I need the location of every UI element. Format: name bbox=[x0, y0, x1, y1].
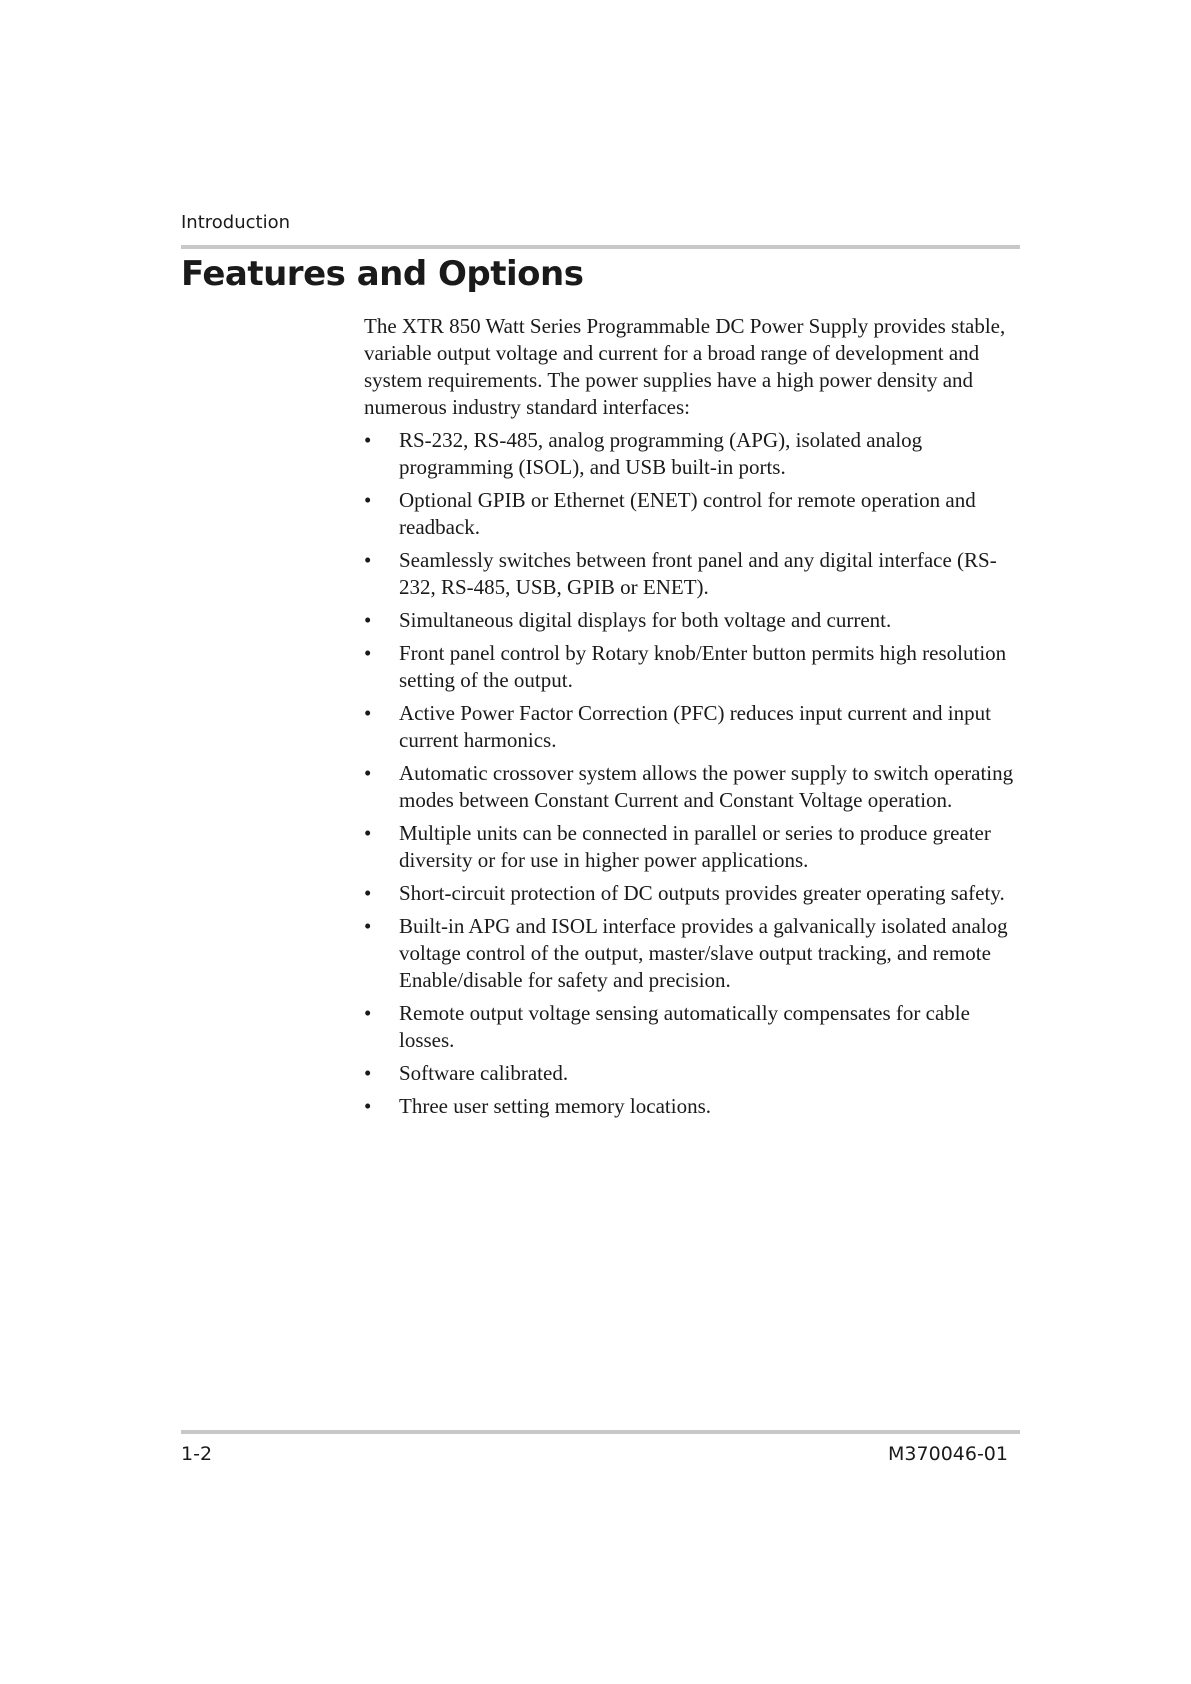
feature-text: Built-in APG and ISOL interface provides a galvanically isolated analog voltage control of the output, master/slave output tracking, and remote Enable/disable for safety and precision. bbox=[399, 914, 1008, 992]
feature-item bbox=[364, 640, 1024, 694]
bullet: • bbox=[364, 641, 372, 665]
feature-item bbox=[364, 1093, 1024, 1120]
body-content bbox=[364, 313, 1024, 1126]
footer-rule bbox=[181, 1430, 1020, 1434]
feature-text: Active Power Factor Correction (PFC) reduces input current and input current harmonics. bbox=[399, 701, 991, 752]
bullet: • bbox=[364, 548, 372, 572]
feature-item bbox=[364, 487, 1024, 541]
feature-item bbox=[364, 700, 1024, 754]
feature-item bbox=[364, 607, 1024, 634]
feature-text: Automatic crossover system allows the power supply to switch operating modes between Constant Current and Constant Voltage operation. bbox=[399, 761, 1014, 812]
feature-list bbox=[364, 427, 1024, 1120]
bullet: • bbox=[364, 608, 372, 632]
feature-text: RS-232, RS-485, analog programming (APG), isolated analog programming (ISOL), and USB built-in ports. bbox=[399, 428, 923, 479]
bullet: • bbox=[364, 701, 372, 725]
feature-text: Simultaneous digital displays for both voltage and current. bbox=[399, 608, 892, 632]
feature-text: Remote output voltage sensing automatically compensates for cable losses. bbox=[399, 1001, 970, 1052]
bullet: • bbox=[364, 1001, 372, 1025]
header-rule bbox=[181, 245, 1020, 249]
document-number: M370046-01 bbox=[888, 1443, 1008, 1465]
bullet: • bbox=[364, 761, 372, 785]
feature-item bbox=[364, 880, 1024, 907]
feature-item bbox=[364, 1000, 1024, 1054]
feature-text: Seamlessly switches between front panel and any digital interface (RS-232, RS-485, USB, GPIB or ENET). bbox=[399, 548, 997, 599]
feature-item bbox=[364, 547, 1024, 601]
feature-item bbox=[364, 913, 1024, 994]
feature-item bbox=[364, 427, 1024, 481]
feature-item bbox=[364, 760, 1024, 814]
feature-text: Short-circuit protection of DC outputs provides greater operating safety. bbox=[399, 881, 1005, 905]
feature-item bbox=[364, 1060, 1024, 1087]
feature-text: Software calibrated. bbox=[399, 1061, 569, 1085]
feature-text: Front panel control by Rotary knob/Enter button permits high resolution setting of the output. bbox=[399, 641, 1007, 692]
bullet: • bbox=[364, 1061, 372, 1085]
section-header: Introduction bbox=[181, 212, 291, 233]
bullet: • bbox=[364, 821, 372, 845]
feature-text: Multiple units can be connected in parallel or series to produce greater diversity or for use in higher power applications. bbox=[399, 821, 991, 872]
feature-text: Three user setting memory locations. bbox=[399, 1094, 711, 1118]
intro-paragraph: The XTR 850 Watt Series Programmable DC Power Supply provides stable, variable output voltage and current for a broad range of development and system requirements. The power supplies have a high power density and numerous industry standard interfaces: bbox=[364, 314, 1006, 419]
feature-item bbox=[364, 820, 1024, 874]
bullet: • bbox=[364, 881, 372, 905]
feature-text: Optional GPIB or Ethernet (ENET) control for remote operation and readback. bbox=[399, 488, 976, 539]
bullet: • bbox=[364, 428, 372, 452]
page-title: Features and Options bbox=[181, 254, 584, 294]
page-number: 1-2 bbox=[181, 1443, 213, 1465]
bullet: • bbox=[364, 488, 372, 512]
bullet: • bbox=[364, 1094, 372, 1118]
bullet: • bbox=[364, 914, 372, 938]
